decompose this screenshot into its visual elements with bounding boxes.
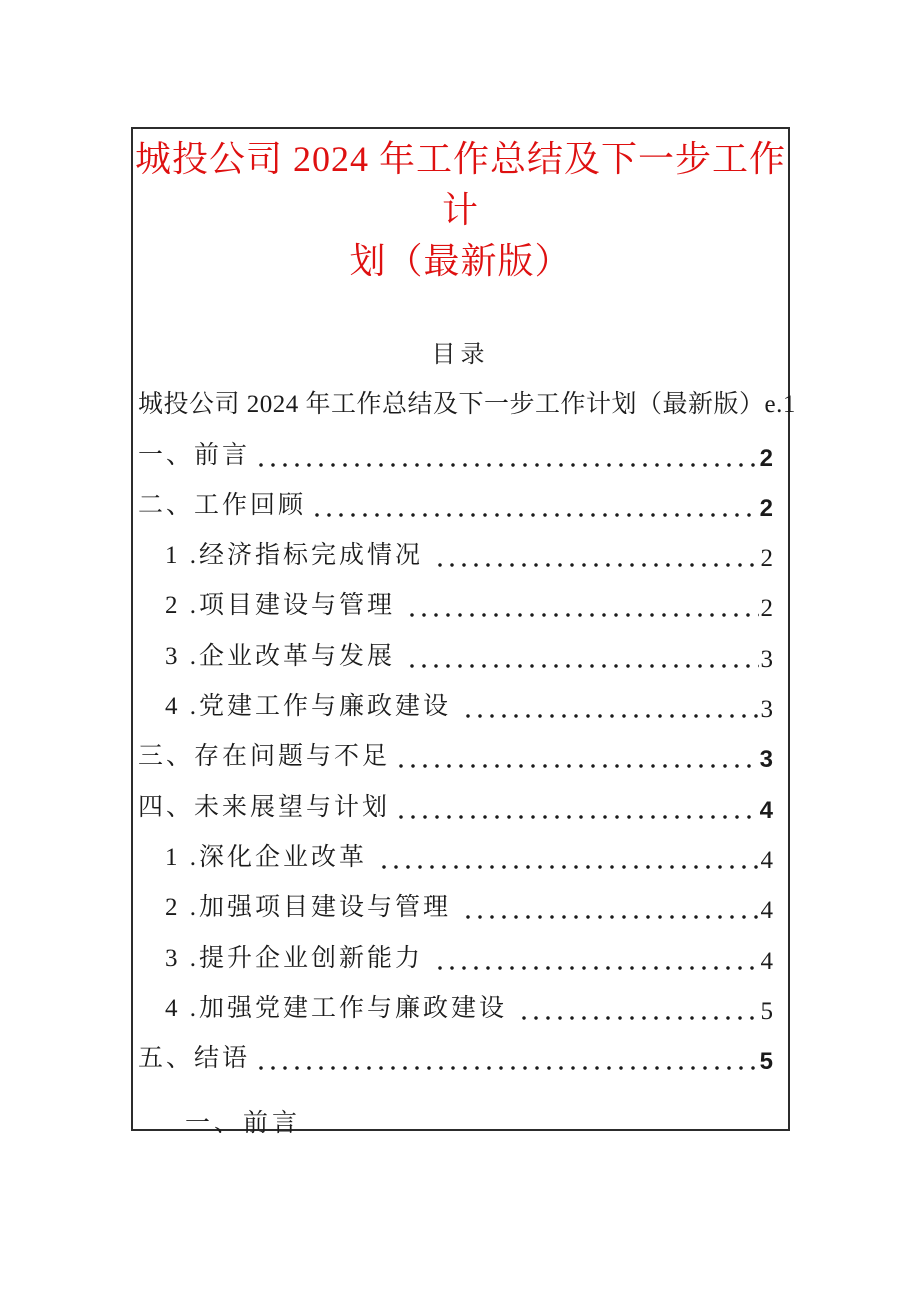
toc-dot-leader — [255, 462, 758, 468]
toc-page-number: 5 — [760, 997, 773, 1025]
toc-entry[interactable] — [133, 530, 788, 580]
toc-entry-label: 1 .深化企业改革 — [165, 843, 368, 871]
toc-dot-leader — [434, 562, 758, 568]
toc-entry-label: 一、前言 — [138, 441, 251, 469]
toc-entry[interactable] — [133, 932, 788, 982]
toc-dot-leader — [462, 914, 758, 920]
toc-entry-label: 4 .加强党建工作与廉政建设 — [165, 994, 508, 1022]
toc-dot-leader — [462, 713, 758, 719]
toc-page-number: 3 — [760, 696, 773, 724]
toc-entry-label: 4 .党建工作与廉政建设 — [165, 693, 452, 721]
toc-page-number: 4 — [759, 796, 773, 824]
document-title-line1: 城投公司 2024 年工作总结及下一步工作计 — [134, 139, 786, 230]
toc-page-number: 2 — [760, 595, 773, 623]
toc-entry[interactable] — [133, 983, 788, 1033]
toc-dot-leader — [406, 612, 758, 618]
toc-entry[interactable] — [133, 580, 788, 630]
document-title — [133, 134, 788, 287]
toc-dot-leader — [395, 814, 758, 820]
toc-entry[interactable] — [133, 832, 788, 882]
toc — [133, 379, 796, 1083]
document-title-line2: 划（最新版） — [349, 241, 572, 281]
toc-entry-label: 五、结语 — [138, 1045, 251, 1073]
toc-entry-label: 2 .项目建设与管理 — [165, 592, 396, 620]
toc-entry[interactable] — [133, 379, 796, 429]
toc-page-number: 2 — [759, 494, 773, 522]
toc-page-number: 2 — [759, 444, 773, 472]
toc-entry[interactable] — [133, 882, 788, 932]
toc-page-number: 4 — [760, 897, 773, 925]
toc-entry-label: 二、工作回顾 — [138, 491, 307, 519]
toc-entry-label: 1 .经济指标完成情况 — [165, 542, 424, 570]
toc-dot-leader — [518, 1015, 758, 1021]
toc-entry[interactable] — [133, 480, 788, 530]
document-page — [131, 127, 796, 1137]
toc-heading: 目录 — [431, 342, 490, 368]
toc-dot-leader — [395, 763, 758, 769]
toc-entry[interactable] — [133, 429, 788, 479]
toc-entry[interactable] — [133, 1033, 788, 1083]
toc-page-number: 2 — [760, 545, 773, 573]
section-heading-foreword: 一、前言 — [185, 1110, 302, 1137]
toc-dot-leader — [406, 663, 758, 669]
toc-entry-label: 四、未来展望与计划 — [138, 793, 391, 821]
toc-dot-leader — [434, 965, 758, 971]
toc-entry-label: 3 .提升企业创新能力 — [165, 944, 424, 972]
toc-entry[interactable] — [133, 731, 788, 781]
toc-page-number: 5 — [759, 1048, 773, 1076]
toc-entry[interactable] — [133, 681, 788, 731]
toc-entry-label: 城投公司 2024 年工作总结及下一步工作计划（最新版）e.1 — [138, 391, 796, 419]
toc-page-number: 3 — [760, 645, 773, 673]
toc-entry-label: 2 .加强项目建设与管理 — [165, 894, 452, 922]
toc-page-number: 4 — [760, 947, 773, 975]
toc-page-number: 3 — [759, 746, 773, 774]
toc-dot-leader — [255, 1065, 758, 1071]
toc-dot-leader — [311, 512, 758, 518]
toc-entry-label: 3 .企业改革与发展 — [165, 642, 396, 670]
toc-entry-label: 三、存在问题与不足 — [138, 743, 391, 771]
toc-dot-leader — [378, 864, 758, 870]
toc-entry[interactable] — [133, 630, 788, 680]
toc-page-number: 4 — [760, 846, 773, 874]
toc-entry[interactable] — [133, 781, 788, 831]
